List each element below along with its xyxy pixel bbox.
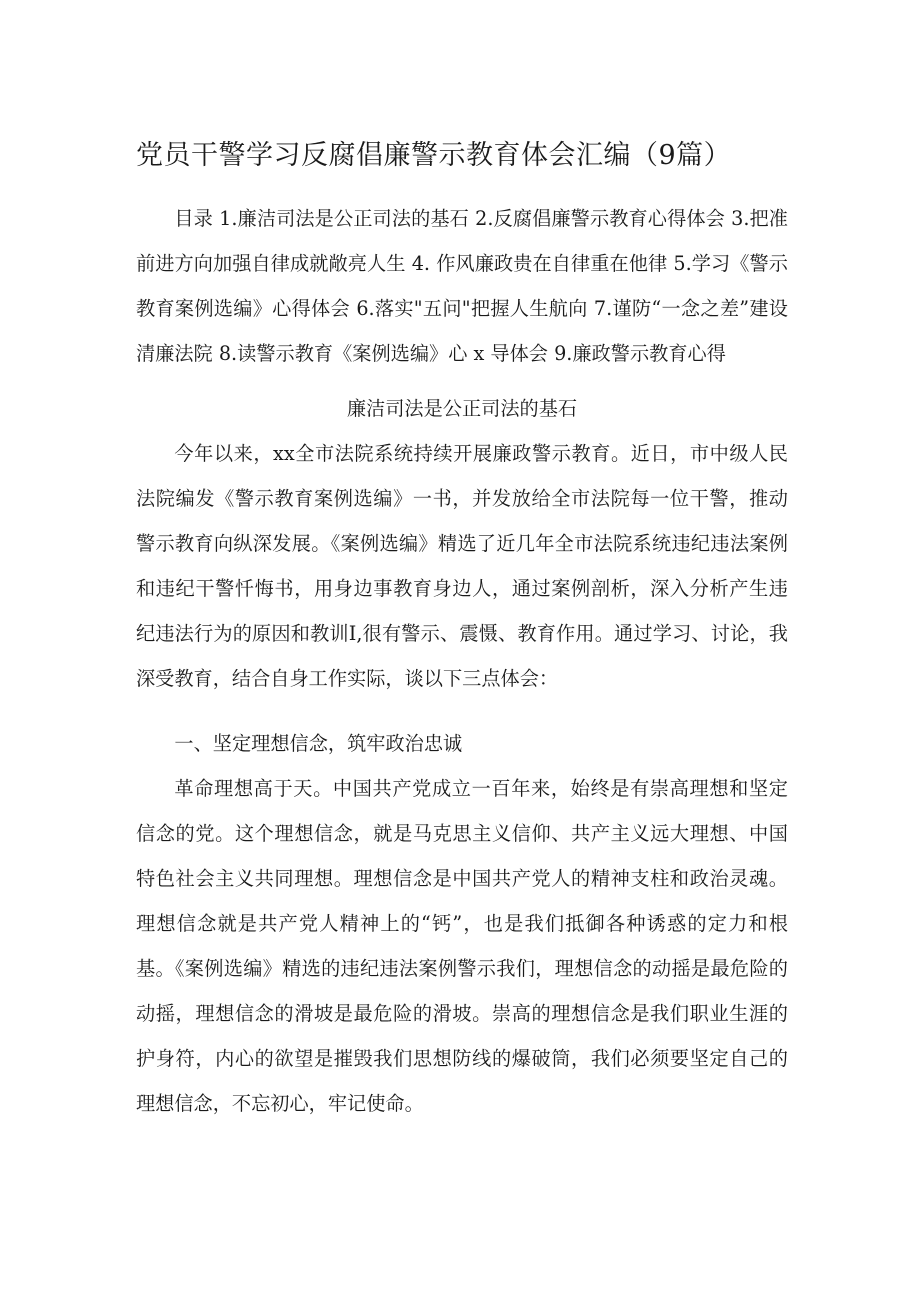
paragraph-intro: 今年以来，xx全市法院系统持续开展廉政警示教育。近日，市中级人民法院编发《警示教育案例选编》一书，并发放给全市法院每一位干警，推动警示教育向纵深发展。《案例选编》精选了近几年全市法院系统违纪违法案例和违纪干警忏悔书，用身边事教育身边人，通过案例剖析，深入分析产生违纪违法行为的原因和教训I,很有警示、震慑、教育作用。通过学习、讨论，我深受教育，结合自身工作实际，谈以下三点体会： <box>136 442 788 690</box>
table-of-contents: 目录 1.廉洁司法是公正司法的基石 2.反腐倡廉警示教育心得体会 3.把准前进方向加强自律成就敞亮人生 4. 作风廉政贵在自律重在他律 5.学习《警示教育案例选编》心得体会 6.落实"五问"把握人生航向 7.谨防“一念之差”建设清廉法院 8.读警示教育《案例选编》心 x 导体会 9.廉政警示教育心得 <box>136 207 788 365</box>
document-title: 党员干警学习反腐倡廉警示教育体会汇编（9篇） <box>136 140 732 171</box>
paragraph-ideals: 革命理想高于天。中国共产党成立一百年来，始终是有崇高理想和坚定信念的党。这个理想信念，就是马克思主义信仰、共产主义远大理想、中国特色社会主义共同理想。理想信念是中国共产党人的精神支柱和政治灵魂。理想信念就是共产党人精神上的“钙”，也是我们抵御各种诱惑的定力和根基。《案例选编》精选的违纪违法案例警示我们，理想信念的动摇是最危险的动摇，理想信念的滑坡是最危险的滑坡。崇高的理想信念是我们职业生涯的护身符，内心的欲望是摧毁我们思想防线的爆破筒，我们必须要坚定自己的理想信念，不忘初心，牢记使命。 <box>136 777 788 1115</box>
subheading-ideals: 一、坚定理想信念，筑牢政治忠诚 <box>174 732 463 755</box>
section-title: 廉洁司法是公正司法的基石 <box>346 397 578 420</box>
